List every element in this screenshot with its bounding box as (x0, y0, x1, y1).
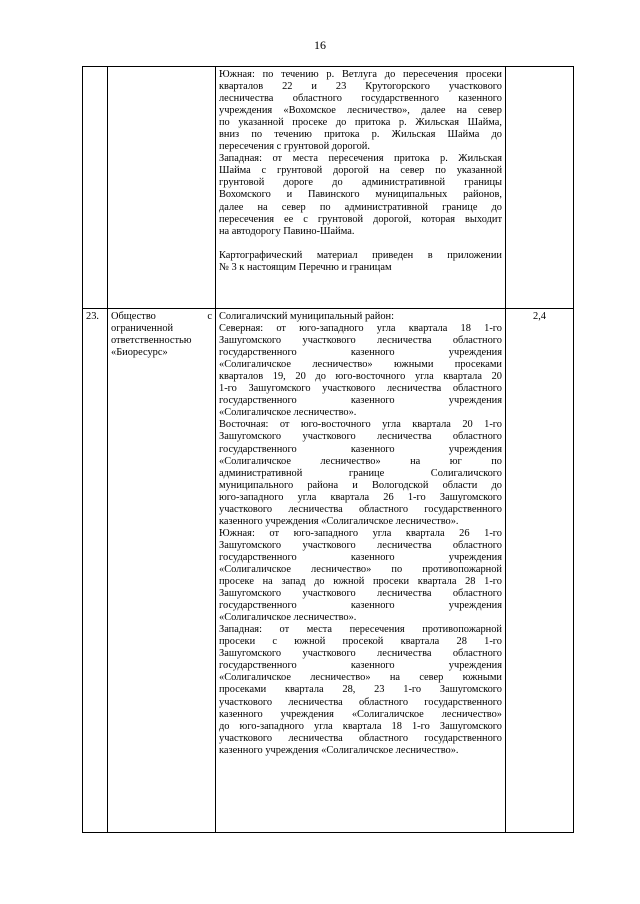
boundary-description-cell (216, 67, 506, 309)
boundaries-table (82, 66, 574, 833)
text-line: государственного казенного учреждения (219, 443, 502, 455)
text-line: Северная: от юго-западного угла квартала 18 1-го (219, 323, 502, 335)
text-line: пересечения с грунтовой дорогой. (219, 141, 370, 153)
text-line: Вохомского и Павинского муниципальных районов, (219, 189, 502, 201)
text-line: № 3 к настоящим Перечню и границам (219, 261, 392, 273)
area-value-cell (506, 67, 574, 309)
text-line: административной границе Солигаличского (219, 467, 502, 479)
text-line: Восточная: от юго-восточного угла квартала 20 1-го (219, 419, 502, 431)
text-line: на автодорогу Павино-Шайма. (219, 225, 355, 237)
text-line: Зашугомского участкового лесничества областного (219, 648, 502, 660)
text-line: «Солигаличское лесничество». (219, 612, 357, 624)
text-line: далее на север по административной границе до (219, 201, 502, 213)
text-line: Западная: от места пересечения противопожарной (219, 624, 502, 636)
row-number-cell: 23. (83, 309, 108, 833)
blank-line (219, 238, 502, 250)
text-line: участкового лесничества областного государственного (219, 696, 502, 708)
text-line: Зашугомского участкового лесничества областного (219, 539, 502, 551)
text-line: «Биоресурс» (111, 347, 168, 359)
text-line: государственного казенного учреждения (219, 347, 502, 359)
text-line: юго-западного угла квартала 26 1-го Зашугомского (219, 491, 502, 503)
text-line: по указанной просеке до притока р. Жильская Шайма, (219, 117, 502, 129)
table-row (83, 67, 574, 309)
boundary-description-cell (216, 309, 506, 833)
text-line: «Солигаличское лесничество». (219, 407, 357, 419)
row-number-cell (83, 67, 108, 309)
text-line: государственного казенного учреждения (219, 600, 502, 612)
text-line: казенного учреждения «Солигаличское лесничество». (219, 515, 459, 527)
text-line: ответственностью (111, 335, 192, 347)
text-line: «Солигаличское лесничество» на юг по (219, 455, 502, 467)
text-line: участкового лесничества областного государственного (219, 732, 502, 744)
text-line: участкового лесничества областного государственного (219, 503, 502, 515)
text-line: Западная: от места пересечения притока р. Жильская (219, 153, 502, 165)
text-line: грунтовой дороге до административной границы (219, 177, 502, 189)
text-line: ограниченной (111, 323, 174, 335)
text-line: Зашугомского участкового лесничества областного (219, 588, 502, 600)
text-line: 1-го Зашугомского участкового лесничества областного (219, 383, 502, 395)
text-line: государственного казенного учреждения (219, 551, 502, 563)
text-line: Шайма с грунтовой дорогой на север по указанной (219, 165, 502, 177)
text-line: государственного казенного учреждения (219, 660, 502, 672)
text-line: «Солигаличское лесничество» на север южными (219, 672, 502, 684)
text-line: вниз по течению притока р. Жильская Шайма до (219, 129, 502, 141)
text-line: лесничества областного государственного казенного (219, 93, 502, 105)
text-line: Картографический материал приведен в приложении (219, 249, 502, 261)
text-line: учреждения «Вохомское лесничество», далее на север (219, 105, 502, 117)
page-number: 16 (314, 38, 326, 52)
text-line: Солигаличский муниципальный район: (219, 311, 394, 322)
text-line: казенного учреждения «Солигаличское лесничество» (219, 708, 502, 720)
text-line: просеками квартала 28, 23 1-го Зашугомского (219, 684, 502, 696)
table-row (83, 309, 574, 833)
organization-cell (108, 309, 216, 833)
text-line: просеки с южной просекой квартала 28 1-го (219, 636, 502, 648)
text-line: Южная: от юго-западного угла квартала 26 1-го (219, 527, 502, 539)
text-line: муниципального района и Вологодской области до (219, 479, 502, 491)
text-line: государственного казенного учреждения (219, 395, 502, 407)
text-line: кварталов 19, 20 до юго-восточного угла квартала 20 (219, 371, 502, 383)
text-line: просеке на запад до южной просеки квартала 28 1-го (219, 576, 502, 588)
text-line: Общество с (111, 311, 212, 322)
text-line: «Солигаличское лесничество» южными просеками (219, 359, 502, 371)
text-line: Южная: по течению р. Ветлуга до пересечения просеки (219, 69, 502, 80)
organization-cell (108, 67, 216, 309)
text-line: Зашугомского участкового лесничества областного (219, 335, 502, 347)
text-line: «Солигаличское лесничество» по противопожарной (219, 563, 502, 575)
text-line: Зашугомского участкового лесничества областного (219, 431, 502, 443)
text-line: кварталов 22 и 23 Крутогорского участкового (219, 81, 502, 93)
text-line: пересечения ее с грунтовой дорогой, которая выходит (219, 213, 502, 225)
text-line: до юго-западного угла квартала 18 1-го Зашугомского (219, 720, 502, 732)
text-line: казенного учреждения «Солигаличское лесничество». (219, 744, 459, 756)
area-value-cell: 2,4 (506, 309, 574, 833)
